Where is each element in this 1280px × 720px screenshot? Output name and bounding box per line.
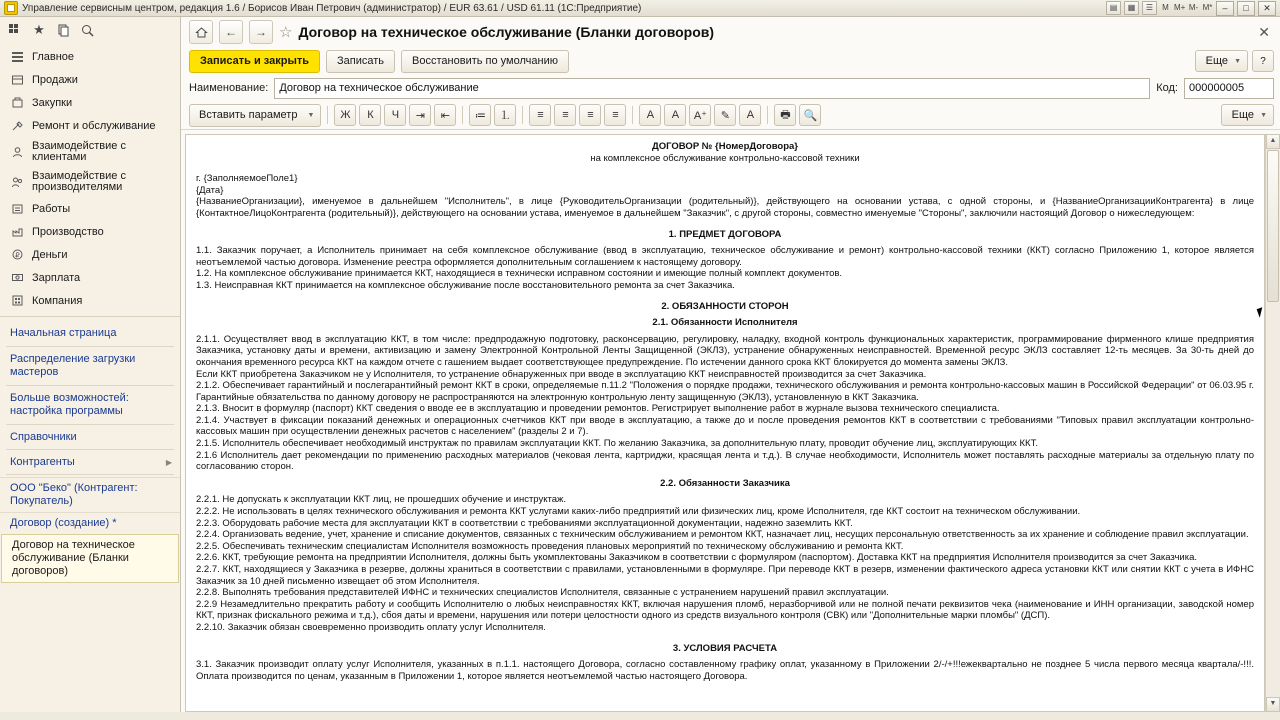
sidebar-group-catalogs[interactable] xyxy=(0,427,180,447)
italic-button[interactable]: К xyxy=(359,104,381,126)
doc-title-line1: ДОГОВОР № {НомерДоговора} xyxy=(652,141,798,152)
sidebar-link-masters-load[interactable]: Распределение загрузки мастеров xyxy=(10,353,136,378)
panel-toggle-2-icon[interactable]: ▦ xyxy=(1124,1,1139,15)
chevron-right-icon: ▶ xyxy=(165,457,172,467)
works-icon xyxy=(10,201,25,216)
sidebar-item-salary[interactable] xyxy=(0,266,180,289)
scrollbar-thumb[interactable] xyxy=(1267,150,1279,302)
close-button[interactable]: ✕ xyxy=(1258,1,1276,16)
more-menu-button[interactable] xyxy=(1195,50,1248,72)
sidebar-divider xyxy=(6,346,174,347)
bullet-list-button[interactable]: ≔ xyxy=(469,104,491,126)
page-title: Договор на техническое обслуживание (Бланки договоров) xyxy=(298,24,715,40)
search-icon[interactable] xyxy=(76,19,98,41)
doc-title-line2: на комплексное обслуживание контрольно-кассовой техники xyxy=(590,152,860,164)
sidebar-item-producers[interactable] xyxy=(0,167,180,197)
sidebar-link-more-options[interactable]: Больше возможностей: настройка программы xyxy=(10,392,129,417)
sidebar-item-label: Производство xyxy=(32,225,104,238)
sidebar-item-production[interactable] xyxy=(0,220,180,243)
insert-parameter-button[interactable] xyxy=(189,104,321,127)
company-icon xyxy=(10,293,25,308)
sidebar-item-main[interactable] xyxy=(0,45,180,68)
code-input[interactable]: 000000005 xyxy=(1184,78,1274,99)
font-color-button[interactable]: А xyxy=(639,104,661,126)
restore-defaults-button[interactable]: Восстановить по умолчанию xyxy=(401,50,569,73)
maximize-button[interactable]: □ xyxy=(1237,1,1255,16)
doc-paragraph: 2.2.4. Организовать ведение, учет, хранение и списание документов, связанных с техническим обслуживанием и ремонтом ККТ, назначает лиц, несущих персональную ответственность за их хранение и соблюдение правил эксплуатации. xyxy=(196,529,1249,541)
sidebar-divider xyxy=(6,424,174,425)
sidebar-item-clients[interactable] xyxy=(0,137,180,167)
doc-paragraph: 2.1.3. Вносит в формуляр (паспорт) ККТ сведения о вводе ее в эксплуатацию и проведении ремонтов. Регистрирует выполнение работ в журнале вызова технического специалиста. xyxy=(196,403,1000,415)
doc-paragraph: 2.2.8. Выполнять требования представителей ИФНС и технических специалистов Исполнителя, связанные с устранением нарушений правил эксплуатации. xyxy=(196,587,889,599)
align-left-button[interactable]: ≡ xyxy=(529,104,551,126)
title-bar xyxy=(0,0,1280,17)
doc-paragraph: 2.2.6. ККТ, требующие ремонта на предприятии Исполнителя, должны быть укомплектованы Заказчиком в соответствии с формуляром (паспортом). Доставка ККТ на предприятия Исполнителя производится за счет Заказчика. xyxy=(196,552,1198,564)
doc-paragraph: 2.2.5. Обеспечивать техническим специалистам Исполнителя возможность проведения плановых мероприятий по техническому обслуживанию и ремонта ККТ. xyxy=(196,540,904,552)
sidebar-item-label: Зарплата xyxy=(32,271,81,284)
doc-paragraph: 2.1.2. Обеспечивает гарантийный и послегарантийный ремонт ККТ в сроки, определяемые п.11.2 "Положения о порядке продажи, технического обслуживания и ремонта контрольно-кассовых машин в Российской Федерации" от 06.03.95 г. Гарантийные обязательства по данному договору не распространяются на электронную контрольную ленту защищенную (ЭКЛЗ), установленную в ККТ Заказчика. xyxy=(196,380,1254,403)
doc-section-heading: 3. УСЛОВИЯ РАСЧЕТА xyxy=(672,642,778,654)
doc-paragraph: 1.3. Неисправная ККТ принимается на комплексное обслуживание после восстановительного ремонта за счет Заказчика. xyxy=(196,279,735,291)
title-bar-controls[interactable] xyxy=(1106,1,1278,16)
producers-icon xyxy=(10,175,25,190)
doc-section-heading: 1. ПРЕДМЕТ ДОГОВОРА xyxy=(668,228,782,240)
memory-m-minus-icon[interactable]: M- xyxy=(1188,3,1199,12)
repair-icon xyxy=(10,118,25,133)
doc-paragraph: 2.2.10. Заказчик обязан своевременно производить оплату услуг Исполнителя. xyxy=(196,621,546,633)
editor-toolbar-right xyxy=(1221,104,1274,126)
editor-more-menu-label: Еще xyxy=(1231,109,1255,121)
more-menu-label: Еще xyxy=(1205,55,1229,67)
doc-subsection-heading: 2.1. Обязанности Исполнителя xyxy=(652,317,798,329)
minimize-button[interactable]: – xyxy=(1216,1,1234,16)
save-button[interactable]: Записать xyxy=(326,50,395,73)
memory-m-icon[interactable]: M xyxy=(1162,3,1169,12)
doc-paragraph: Если ККТ приобретена Заказчиком не у Исполнителя, то устранение обнаруженных при вводе в эксплуатацию ККТ неисправностей производится за счет Заказчика. xyxy=(196,368,927,380)
text-color-button[interactable]: A xyxy=(739,104,761,126)
close-icon[interactable]: ✕ xyxy=(1258,23,1270,40)
doc-paragraph: 1.1. Заказчик поручает, а Исполнитель принимает на себя комплексное обслуживание (ввод в эксплуатацию, техническое обслуживание и ремонт) контрольно-кассовой техники (ККТ) согласно Приложению 1, которое является неотъемлемой частью договора. Изменение реестра оформляется дополнительным соглашением к настоящему договору. xyxy=(196,245,1254,268)
scroll-up-icon[interactable]: ▲ xyxy=(1266,134,1280,149)
sidebar-links xyxy=(0,323,180,583)
toolbar-separator xyxy=(522,106,523,124)
doc-paragraph: 2.1.4. Участвует в фиксации показаний денежных и операционных счетчиков ККТ при вводе в эксплуатацию, а также до и после проведения ремонтов ККТ в соответствии с требованиями "Типовых правил эксплуатации контрольно-кассовых машин при осуществлении денежных расчетов с населением" (разделы 2 и 7). xyxy=(196,414,1254,438)
scroll-down-icon[interactable]: ▼ xyxy=(1266,697,1280,712)
sidebar-item-label: Деньги xyxy=(32,248,68,261)
chevron-down-icon: ▼ xyxy=(1260,111,1267,119)
panel-toggle-1-icon[interactable]: ▤ xyxy=(1106,1,1121,15)
doc-place: г. {ЗаполняемоеПоле1} xyxy=(196,173,298,185)
print-button[interactable]: 🖶 xyxy=(774,104,796,126)
svg-text:₽: ₽ xyxy=(15,252,20,260)
sidebar-item-purchases[interactable] xyxy=(0,91,180,114)
sidebar-group-label: Контрагенты xyxy=(10,456,75,468)
doc-paragraph: 2.1.1. Осуществляет ввод в эксплуатацию ККТ, в том числе: предпродажную подготовку, расконсервацию, регулировку, наладку, входной контроль функциональных характеристик, программирование фирменного клише предприятия Заказчика, установку даты и времени, активизацию и замену Электронной Контрольной Ленты Защищенной (ЭКЛЗ), устранение обнаруженных неисправностей. Временной ресурс ЭКЛЗ составляет 12-ть месяцев. За 30-ть дней до окончания временного ресурса ККТ на каждом отчете с гашением выдает соответствующее предупреждение. По истечении данного срока ККТ блокируется до момента замены ЭКЛЗ. xyxy=(196,333,1254,368)
help-button[interactable]: ? xyxy=(1252,50,1274,72)
home-icon[interactable] xyxy=(189,20,213,44)
toolbar-separator xyxy=(767,106,768,124)
font-size-increase-button[interactable]: A⁺ xyxy=(689,104,711,126)
window-title: Управление сервисным центром, редакция 1.6 / Борисов Иван Петрович (администратор) / EUR 63.61 / USD 61.11 (1С:Предприятие) xyxy=(22,2,642,14)
toolbar-separator xyxy=(462,106,463,124)
sidebar xyxy=(0,17,181,712)
doc-paragraph: 2.1.5. Исполнитель обеспечивает необходимый инструктаж по правилам эксплуатации ККТ. По желанию Заказчика, за дополнительную плату, проводит обучение лиц, эксплуатирующих ККТ. xyxy=(196,438,1038,450)
chevron-down-icon: ▼ xyxy=(1234,57,1241,65)
doc-subsection-heading: 2.2. Обязанности Заказчика xyxy=(660,477,790,489)
sidebar-toolbar xyxy=(0,17,180,43)
favorites-star-icon[interactable]: ★ xyxy=(33,22,45,37)
toolbar-separator xyxy=(327,106,328,124)
sidebar-item-money[interactable] xyxy=(0,243,180,266)
underline-button[interactable]: Ч xyxy=(384,104,406,126)
sidebar-link-start-page[interactable]: Начальная страница xyxy=(10,327,117,339)
sidebar-group-label: Справочники xyxy=(10,431,77,443)
document-vertical-scrollbar[interactable] xyxy=(1265,134,1280,712)
menu-grid-icon[interactable] xyxy=(4,19,26,41)
align-right-button[interactable]: ≡ xyxy=(579,104,601,126)
production-icon xyxy=(10,224,25,239)
sidebar-open-contract-maintenance[interactable]: Договор на техническое обслуживание (Бланки договоров) xyxy=(1,534,179,583)
home-icon xyxy=(10,49,25,64)
sales-icon xyxy=(10,72,25,87)
sidebar-item-works[interactable] xyxy=(0,197,180,220)
forward-arrow-icon[interactable]: → xyxy=(249,20,273,44)
chevron-down-icon: ▼ xyxy=(307,111,315,119)
name-field-row xyxy=(181,75,1280,101)
sidebar-open-contract-new[interactable]: Договор (создание) * xyxy=(0,512,180,534)
align-justify-button[interactable]: ≡ xyxy=(604,104,626,126)
sidebar-open-beko[interactable]: ООО "Беко" (Контрагент: Покупатель) xyxy=(0,477,180,512)
editor-more-menu-button[interactable] xyxy=(1221,104,1274,126)
doc-paragraph: 1.2. На комплексное обслуживание принимается ККТ, находящиеся в технически исправном состоянии и имеющие полный комплект документов. xyxy=(196,268,843,280)
panel-toggle-3-icon[interactable]: ☰ xyxy=(1142,1,1157,15)
command-bar-right xyxy=(1195,50,1274,72)
history-icon[interactable] xyxy=(52,19,74,41)
sidebar-item-label: Продажи xyxy=(32,73,78,86)
content-area xyxy=(181,17,1280,712)
doc-paragraph: 3.1. Заказчик производит оплату услуг Исполнителя, указанных в п.1.1. настоящего Договора, согласно составленному графику оплат, указанному в Приложении 2/-/+!!!ежеквартально не позднее 5 числа первого месяца квартала/-!!!. Оплата производится по ценам, указанным в Приложении 1, которое является неотъемлемой частью настоящего Договора. xyxy=(196,659,1254,682)
money-icon xyxy=(10,247,25,262)
name-label: Наименование: xyxy=(189,82,269,94)
numbered-list-button[interactable]: ⒈ xyxy=(494,104,516,126)
document-header xyxy=(181,17,1280,47)
highlight-button[interactable]: ✎ xyxy=(714,104,736,126)
sidebar-divider xyxy=(6,474,174,475)
doc-paragraph: 2.2.7. ККТ, находящиеся у Заказчика в резерве, должны храниться в соответствии с правилами, установленными в формуляре. При переводе ККТ в резерв, изменении фактического адреса установки ККТ или снятии ККТ с учета в ИФНС Заказчик за 10 дней письменно извещает об этом Исполнителя. xyxy=(196,564,1254,587)
sidebar-divider xyxy=(6,385,174,386)
sidebar-item-label: Взаимодействие с производителями xyxy=(32,170,126,193)
indent-increase-button[interactable]: ⇥ xyxy=(409,104,431,126)
toolbar-separator xyxy=(632,106,633,124)
clients-icon xyxy=(10,145,25,160)
save-and-close-button[interactable]: Записать и закрыть xyxy=(189,50,320,73)
doc-date: {Дата} xyxy=(196,184,224,196)
doc-paragraph: 2.2.1. Не допускать к эксплуатации ККТ лиц, не прошедших обучение и инструктаж. xyxy=(196,494,567,506)
doc-paragraph: 2.2.9 Незамедлительно прекратить работу и сообщить Исполнителю о любых неисправностях ККТ, включая нарушения пломб, неразборчивой или не полной печати реквизитов чека (наименование и ИНН организации, заводской номер ККТ, признак фискального режима и т.д.), сбоя даты и времени, нарушения или потери целостности одного из средств визуального контроля (СВК) или "Дополнительные марки пломбы" (ДСП). xyxy=(196,598,1254,622)
purchases-icon xyxy=(10,95,25,110)
doc-paragraph: 2.2.2. Не использовать в целях технического обслуживания и ремонта ККТ услугами каких-либо предприятий или физических лиц, кроме Исполнителя, где ККТ состоит на техническом обслуживании. xyxy=(196,506,1081,518)
1c-app-icon xyxy=(4,1,18,15)
star-icon[interactable]: ☆ xyxy=(279,24,293,41)
document-page[interactable] xyxy=(185,134,1265,712)
sidebar-group-counterparties[interactable] xyxy=(0,452,180,472)
sidebar-item-label: Компания xyxy=(32,294,83,307)
memory-m-star-icon[interactable]: M* xyxy=(1202,3,1213,12)
name-input[interactable]: Договор на техническое обслуживание xyxy=(274,78,1150,99)
doc-paragraph: 2.2.3. Оборудовать рабочие места для эксплуатации ККТ в соответствии с требованиями эксплуатационной документации, надежно заземлить ККТ. xyxy=(196,517,853,529)
bold-button[interactable]: Ж xyxy=(334,104,356,126)
command-bar xyxy=(181,47,1280,75)
font-style-button[interactable]: А xyxy=(664,104,686,126)
sidebar-item-label: Закупки xyxy=(32,96,73,109)
sidebar-item-sales[interactable] xyxy=(0,68,180,91)
editor-toolbar xyxy=(181,101,1280,130)
preview-button[interactable]: 🔍 xyxy=(799,104,821,126)
doc-paragraph: 2.1.6 Исполнитель дает рекомендации по применению расходных материалов (чековая лента, картриджи, красящая лента и т.д.). В случае необходимости, Исполнитель может поставлять расходные материалы за отдельную плату по согласованию сторон. xyxy=(196,449,1254,473)
doc-section-heading: 2. ОБЯЗАННОСТИ СТОРОН xyxy=(661,300,789,312)
salary-icon xyxy=(10,270,25,285)
main-area xyxy=(0,17,1280,712)
align-center-button[interactable]: ≡ xyxy=(554,104,576,126)
sidebar-item-label: Взаимодействие с клиентами xyxy=(32,140,126,163)
document-editor xyxy=(181,130,1280,712)
sidebar-item-label: Ремонт и обслуживание xyxy=(32,119,156,132)
sidebar-item-company[interactable] xyxy=(0,289,180,312)
sidebar-nav xyxy=(0,43,180,312)
doc-preamble: {НазваниеОрганизации}, именуемое в дальнейшем "Исполнитель", в лице {РуководительОрганизации (родительный)}, действующего на основании устава, с одной стороны, и {НазваниеОрганизацииКонтрагента} в лице {КонтактноеЛицоКонтрагента (родительный)}, действующего на основании устава, именуемое в дальнейшем "Заказчик", с другой стороны, совместно именуемые "Стороны", заключили настоящий Договор о нижеследующем: xyxy=(196,196,1254,219)
back-arrow-icon[interactable]: ← xyxy=(219,20,243,44)
sidebar-item-label: Работы xyxy=(32,202,71,215)
sidebar-item-label: Главное xyxy=(32,50,75,63)
indent-decrease-button[interactable]: ⇤ xyxy=(434,104,456,126)
sidebar-divider xyxy=(6,449,174,450)
sidebar-item-repair[interactable] xyxy=(0,114,180,137)
insert-parameter-label: Вставить параметр xyxy=(199,109,298,121)
status-bar xyxy=(0,712,1280,720)
code-label: Код: xyxy=(1156,82,1178,94)
sidebar-separator xyxy=(0,316,180,317)
memory-m-plus-icon[interactable]: M+ xyxy=(1174,3,1186,12)
